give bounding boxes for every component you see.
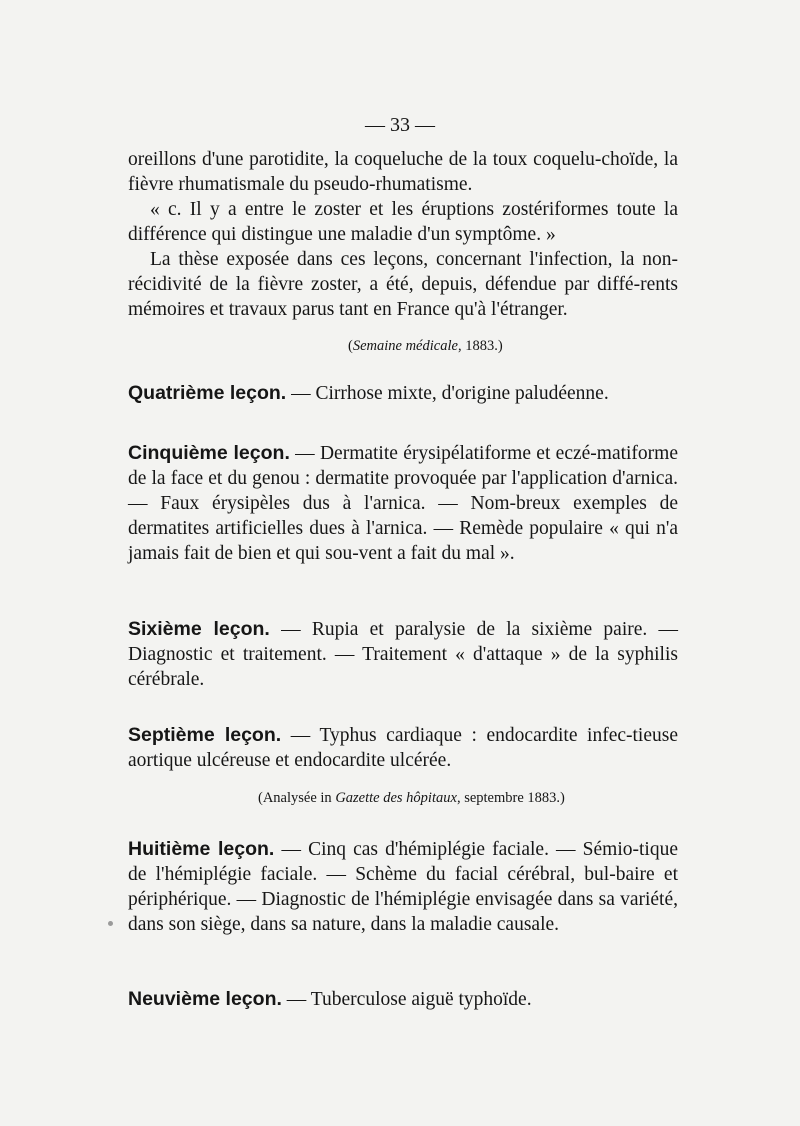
lecon-4-text: — Cirrhose mixte, d'origine paludéenne. (286, 383, 609, 404)
lecon-8-title: Huitième leçon. (128, 838, 275, 860)
source-citation-2: (Analysée in Gazette des hôpitaux, septembre 1883.) (258, 790, 565, 806)
lecon-8-text: — Cinq cas d'hémiplégie faciale. — Sémio-tique de l'hémiplégie faciale. — Schème du facial cérébral, bul-baire et périphérique. — Diagnostic de l'hémiplégie envisagée dans sa variété, dans son siège, dans sa nature, dans la maladie causale. (128, 839, 678, 935)
source-citation-1: (Semaine médicale, 1883.) (348, 338, 503, 354)
lecon-5-text: — Dermatite érysipélatiforme et eczé-matiforme de la face et du genou : dermatite provoquée par l'application d'arnica. — Faux érysipèles dus à l'arnica. — Nom-breux exemples de dermatites artificielles dues à l'arnica. — Remède populaire « qui n'a jamais fait de bien et qui sou-vent a fait du mal ». (128, 443, 678, 564)
lecon-4 (128, 381, 678, 406)
lecon-7-title: Septième leçon. (128, 724, 282, 746)
lecon-9-text: — Tuberculose aiguë typhoïde. (281, 989, 532, 1010)
lecon-7 (128, 723, 678, 773)
lecon-6-title: Sixième leçon. (128, 618, 270, 640)
lecon-9-title: Neuvième leçon. (128, 988, 282, 1010)
ink-dot (108, 921, 113, 926)
lecon-6 (128, 617, 678, 692)
lecon-9 (128, 987, 678, 1012)
intro-paragraph-2: « c. Il y a entre le zoster et les éruptions zostériformes toute la différence qui distingue une maladie d'un symptôme. » (128, 199, 678, 245)
intro-block (128, 147, 678, 322)
lecon-7-text: — Typhus cardiaque : endocardite infec-tieuse aortique ulcéreuse et endocardite ulcérée. (128, 725, 678, 771)
lecon-8 (128, 837, 678, 937)
lecon-4-title: Quatrième leçon. (128, 382, 287, 404)
source-journal-1: Semaine médicale (352, 338, 458, 354)
intro-paragraph-3: La thèse exposée dans ces leçons, concernant l'infection, la non-récidivité de la fièvre zoster, a été, depuis, défendue par diffé-rents mémoires et travaux parus tant en France qu'à l'étranger. (128, 249, 678, 320)
page-number: — 33 — (365, 114, 435, 136)
lecon-5-title: Cinquième leçon. (128, 442, 290, 464)
lecon-6-text: — Rupia et paralysie de la sixième paire. — Diagnostic et traitement. — Traitement « d'attaque » de la syphilis cérébrale. (128, 619, 678, 690)
intro-paragraph-1: oreillons d'une parotidite, la coqueluche de la toux coquelu-choïde, la fièvre rhumatismale du pseudo-rhumatisme. (128, 149, 678, 195)
source-journal-2: Gazette des hôpitaux (335, 790, 457, 806)
lecon-5 (128, 441, 678, 566)
